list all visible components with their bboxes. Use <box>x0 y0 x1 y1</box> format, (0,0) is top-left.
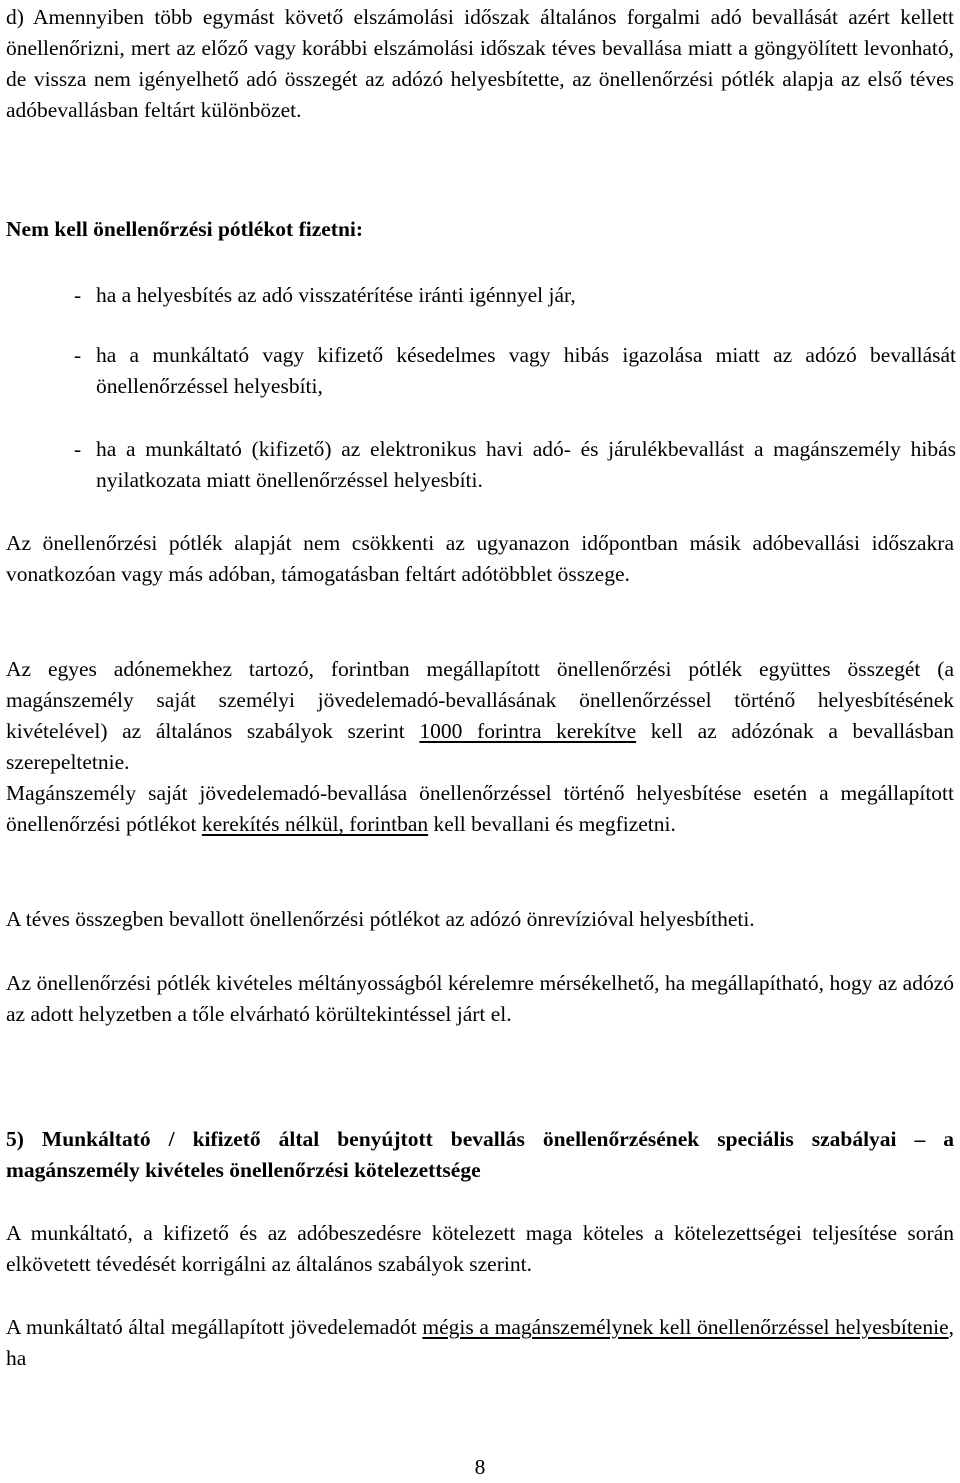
no-fee-heading: Nem kell önellenőrzési pótlékot fizetni: <box>6 217 364 241</box>
paragraph-employer: A munkáltató, a kifizető és az adóbeszedésre kötelezett maga köteles a kötelezettségei teljesítése során elkövetett tévedését korrigálni az általános szabályok szerint. <box>6 1221 954 1276</box>
paragraph-equity: Az önellenőrzési pótlék kivételes méltányosságból kérelemre mérsékelhető, ha megállapítható, hogy az adózó az adott helyzetben a tőle elvárható körültekintéssel járt el. <box>6 971 954 1026</box>
paragraph-revision: A téves összegben bevallott önellenőrzési pótlékot az adózó önrevízióval helyesbítheti. <box>6 907 755 931</box>
paragraph-d: d) Amennyiben több egymást követő elszámolási időszak általános forgalmi adó bevallását azért kellett önellenőrizni, mert az előző vagy korábbi elszámolási időszak téves bevallása miatt a göngyölített levonható, de vissza nem igényelhető adó összegét az adózó helyesbítette, az önellenőrzési pótlék alapja az első téves adóbevallásban feltárt különbözet. <box>6 5 954 122</box>
no-fee-item-1: - ha a helyesbítés az adó visszatérítése iránti igénnyel jár, <box>74 283 576 307</box>
page-number: 8 <box>474 1455 486 1479</box>
section-5-heading: 5) Munkáltató / kifizető által benyújtott bevallás önellenőrzésének speciális szabályai – a magánszemély kivételes önellenőrzési kötelezettsége <box>6 1127 954 1182</box>
no-fee-item-3: - ha a munkáltató (kifizető) az elektronikus havi adó- és járulékbevallást a magánszemély hibás nyilatkozata miatt önellenőrzéssel helyesbíti. <box>74 437 956 492</box>
paragraph-personal: Magánszemély saját jövedelemadó-bevallása önellenőrzéssel történő helyesbítése esetén a megállapított önellenőrzési pótlékot kerekítés nélkül, forintban kell bevallani és megfizetni. <box>6 781 954 836</box>
paragraph-rounding: Az egyes adónemekhez tartozó, forintban megállapított önellenőrzési pótlék együttes összegét (a magánszemély saját személyi jövedelemadó-bevallásának önellenőrzéssel történő helyesbítésének kivételével) az általános szabályok szerint 1000 forintra kerekítve kell az adózónak a bevallásban szerepeltetnie. <box>6 657 954 774</box>
paragraph-base: Az önellenőrzési pótlék alapját nem csökkenti az ugyanazon időpontban másik adóbevallási időszakra vonatkozóan vagy más adóban, támogatásban feltárt adótöbblet összege. <box>6 531 954 586</box>
no-fee-item-2: - ha a munkáltató vagy kifizető késedelmes vagy hibás igazolása miatt az adózó bevallását önellenőrzéssel helyesbíti, <box>74 343 956 398</box>
paragraph-tax: A munkáltató által megállapított jövedelemadót mégis a magánszemélynek kell önellenőrzéssel helyesbítenie, ha <box>6 1315 954 1370</box>
